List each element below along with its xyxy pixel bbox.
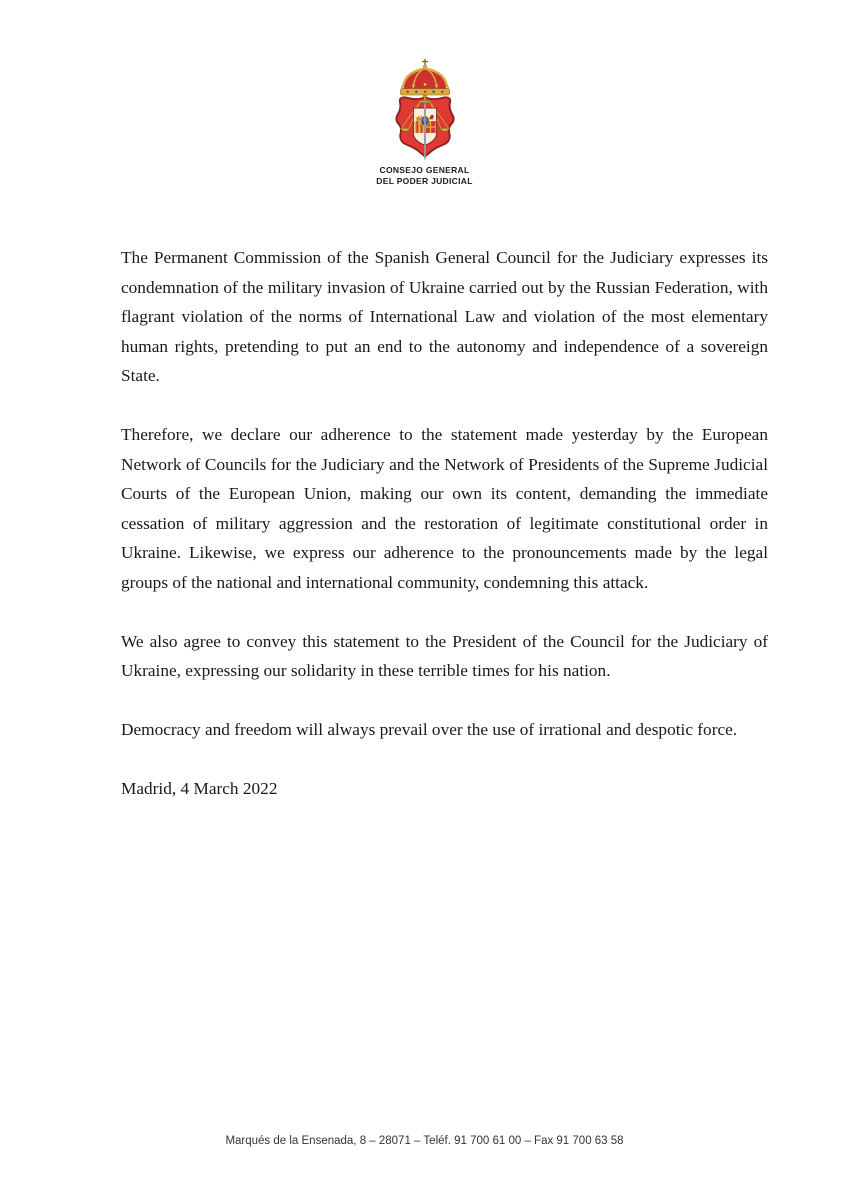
dateline: Madrid, 4 March 2022 — [121, 779, 278, 798]
coat-of-arms-icon — [385, 58, 465, 162]
paragraph-democracy: Democracy and freedom will always prevail over the use of irrational and despotic force. — [121, 720, 738, 739]
paragraph-condemnation: The Permanent Commission of the Spanish General Council for the Judiciary expresses its condemnation of the military invasion of Ukraine carried out by the Russian Federation, with flagrant violation of the norms of International Law and violation of the most elementary human rights, pretending to put an end to the autonomy and independence of a sovereign State. — [121, 248, 768, 385]
footer-address: Marqués de la Ensenada, 8 – 28071 – Teléf. 91 700 61 00 – Fax 91 700 63 58 — [225, 1135, 624, 1147]
crown-icon — [400, 59, 449, 95]
page-footer — [0, 1135, 849, 1147]
org-name-line2: DEL PODER JUDICIAL — [376, 176, 473, 186]
paragraph-adherence: Therefore, we declare our adherence to the statement made yesterday by the European Network of Councils for the Judiciary and the Network of Presidents of the Supreme Judicial Courts of the European Union, making our own its content, demanding the immediate cessation of military aggression and the restoration of legitimate constitutional order in Ukraine. Likewise, we express our adherence to the pronouncements made by the legal groups of the national and international community, condemning this attack. — [121, 425, 768, 592]
org-name — [0, 165, 849, 187]
letterhead — [0, 58, 849, 187]
paragraph-solidarity: We also agree to convey this statement to the President of the Council for the Judiciary of Ukraine, expressing our solidarity in these terrible times for his nation. — [121, 631, 768, 680]
org-name-line1: CONSEJO GENERAL — [379, 165, 470, 175]
letter-body — [121, 243, 768, 833]
